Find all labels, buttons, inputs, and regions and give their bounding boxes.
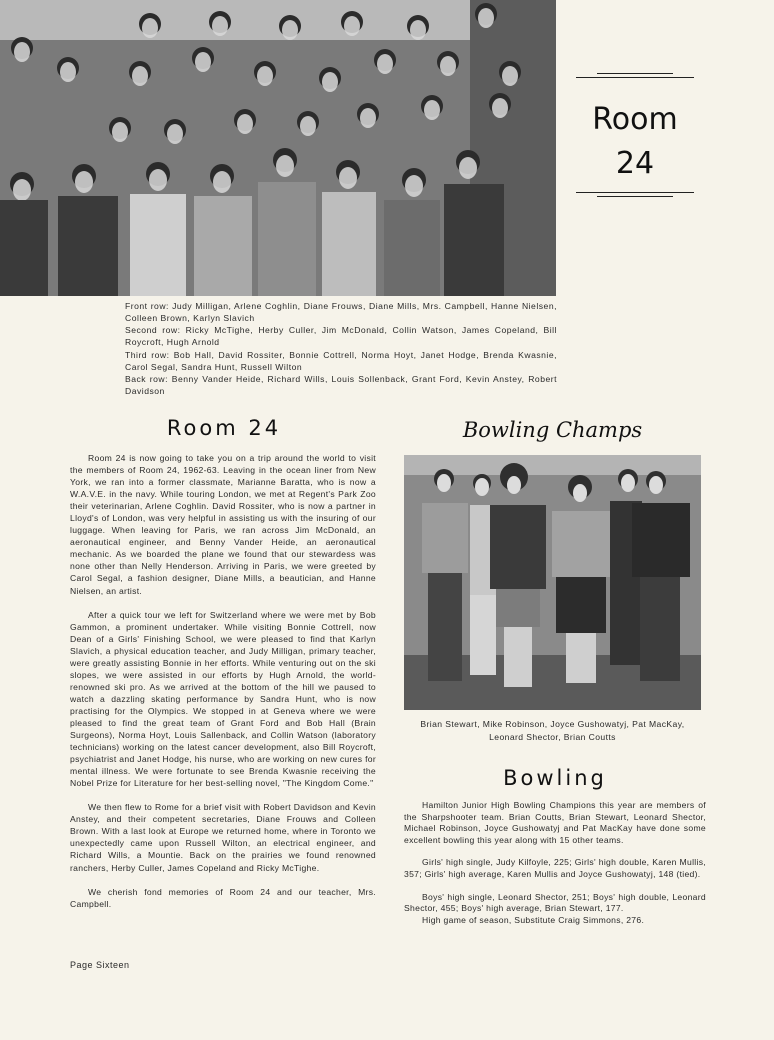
- class-photo: [0, 0, 556, 296]
- article-paragraph: We then flew to Rome for a brief visit with Robert Davidson and Kevin Anstey, and their competent secretaries, Diane Frouws and Colleen Brown. With a last look at Europe we returned home, where in Toronto we unexpectedly came upon Russell Wilton, an electrical engineer, and Richard Wills, a Mountie. Back on the prairies we found renowned ranchers, Herby Culler, James Copeland and Ricky McTighe.: [70, 802, 376, 873]
- caption-row-label: Front row:: [125, 301, 169, 311]
- rule-line: [597, 196, 673, 197]
- article-body: [70, 452, 376, 922]
- bowling-caption-line: Leonard Shector, Brian Coutts: [489, 731, 616, 742]
- bowling-team-photo: [404, 455, 701, 710]
- bowling-body: [404, 800, 706, 937]
- room-label-title: [576, 98, 694, 186]
- caption-row-label: Back row:: [125, 374, 169, 385]
- caption-row-second: [125, 325, 557, 348]
- caption-row-third: [125, 350, 557, 373]
- bowling-paragraph: High game of season, Substitute Craig Simmons, 276.: [422, 914, 645, 925]
- bowling-photo-caption: [404, 718, 701, 743]
- caption-row-names: Benny Vander Heide, Richard Wills, Louis Sollenback, Grant Ford, Kevin Anstey, Robert Davidson: [125, 374, 558, 396]
- caption-row-label: Third row:: [125, 349, 170, 360]
- caption-row-label: Second row:: [125, 325, 181, 336]
- room-label: [576, 70, 694, 200]
- caption-row-names: Bob Hall, David Rossiter, Bonnie Cottrell, Norma Hoyt, Janet Hodge, Brenda Kwasnie, Carol Segal, Sandra Hunt, Russell Wilton: [125, 349, 558, 372]
- article-paragraph: After a quick tour we left for Switzerland where we were met by Bob Gammon, a prominent undertaker. While visiting Bonnie Cottrell, now Dean of a Girls' Finishing School, we were pleased to find that Karlyn Slavich, a physical education teacher, and Judy Milligan, primary teacher, were greatly assisting Bonnie in her efforts. While venturing out on the ski slopes, we were assisted in our efforts by Hugh Arnold, the world-renowned ski pro. As we arrived at the bottom of the hill we paused to watch a dazzling skating performance by Sandra Hunt, who is now practising for the Olympics. We stopped in at Geneva where we were pleased to find the great team of Grant Ford and Bob Hall (Brain Surgeons), Norma Hoyt, Louis Sallenback, and Collin Watson (laboratory technicians) working on the latest cancer development, also Bill Roycroft, psychiatrist and Janet Hodge, his nurse, who are working on new cures for mental illness. We were fortunate to see Brenda Kwasnie receiving the Nobel Prize for Literature for her best-selling novel, "The Kingdom Come.": [70, 609, 376, 789]
- room-label-word: Room: [592, 102, 678, 137]
- rule-line: [576, 77, 694, 78]
- article-heading: Room 24: [166, 416, 282, 440]
- room-label-number: 24: [615, 146, 655, 181]
- page-number: Page Sixteen: [70, 960, 130, 970]
- bowling-paragraph: Boys' high single, Leonard Shector, 251; Boys' high double, Leonard Shector, 455; Boys' high average, Brian Stewart, 177.: [404, 891, 706, 914]
- rule-line: [576, 192, 694, 193]
- rule-line: [597, 73, 673, 74]
- bowling-photo-figures: [404, 455, 701, 710]
- caption-row-back: [125, 374, 557, 397]
- article-paragraph: We cherish fond memories of Room 24 and our teacher, Mrs. Campbell.: [70, 886, 376, 909]
- class-photo-figures: [0, 0, 556, 296]
- caption-row-names: Ricky McTighe, Herby Culler, Jim McDonald, Collin Watson, James Copeland, Bill Roycroft, Hugh Arnold: [125, 325, 557, 348]
- bowling-paragraph: Hamilton Junior High Bowling Champions this year are members of the Sharpshooter team. Brian Coutts, Brian Stewart, Leonard Shector, Michael Robinson, Joyce Gushowatyj and Pat MacKay have done some excellent bowling this year along with 15 other teams.: [404, 800, 706, 845]
- bowling-heading: Bowling: [503, 766, 607, 790]
- bowling-caption-line: Brian Stewart, Mike Robinson, Joyce Gushowatyj, Pat MacKay,: [420, 719, 685, 729]
- caption-row-front: [125, 301, 557, 324]
- bowling-champs-heading: Bowling Champs: [462, 418, 643, 442]
- bowling-paragraph: Girls' high single, Judy Kilfoyle, 225; Girls' high double, Karen Mullis, 357; Girls' high average, Karen Mullis and Joyce Gushowatyj, 148 (tied).: [404, 857, 706, 879]
- caption-row-names: Judy Milligan, Arlene Coghlin, Diane Frouws, Diane Mills, Mrs. Campbell, Hanne Nielsen, Colleen Brown, Karlyn Slavich: [125, 301, 557, 323]
- class-photo-caption: [125, 301, 557, 399]
- article-paragraph: Room 24 is now going to take you on a trip around the world to visit the members of Room 24, 1962-63. Leaving in the ocean liner from New York, we ran into a former classmate, Marianne Baratta, who is now a W.A.V.E. in the navy. While touring London, we met at Regent's Park Zoo their veterinarian, Arlene Coghlin. David Rossiter, who is now a partner in Lloyd's of London, was very helpful in assisting us with the insuring of our luggage. When leaving for Paris, we ran across Jim McDonald, an aeronautical engineer, and Benny Vander Heide, an aeronautical mechanic. As we boarded the plane we found that our stewardess was none other than Nelly Henderson. Arriving in Paris, we were greeted by Carol Segal, a fashion designer, Diane Mills, a beautician, and Hanne Nielsen, an artist.: [70, 453, 376, 596]
